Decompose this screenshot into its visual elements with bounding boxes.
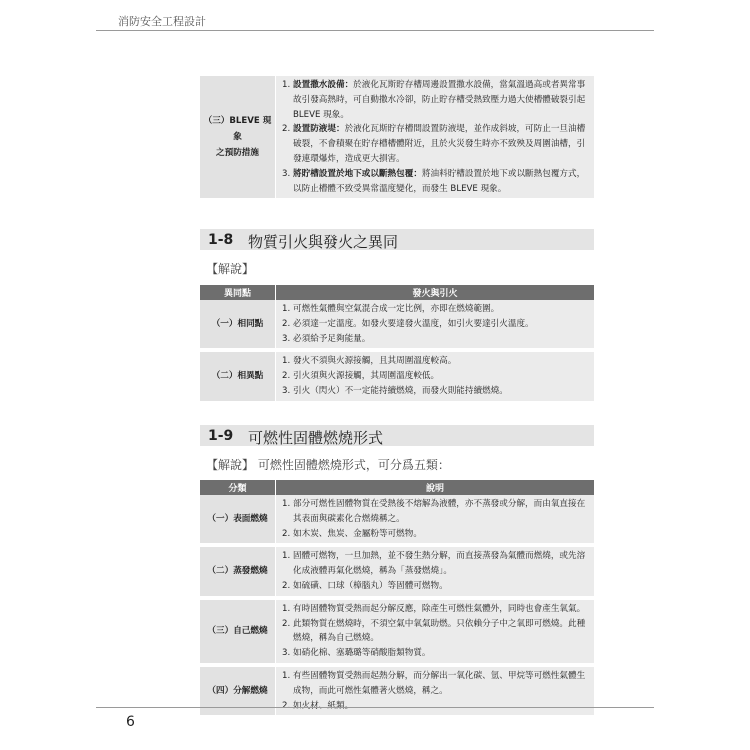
list-item: 1. 可燃性氣體與空氣混合成一定比例，亦即在燃燒範圍。 xyxy=(282,304,500,314)
list-item: 1. 部分可燃性固體物質在受熱後不熔解為液體，亦不蒸發或分解，而由氧直接在其表面與碳素化合燃燒稱之。 xyxy=(282,499,586,524)
list-item: 1. 有時固體物質受熱而起分解反應，除產生可燃性氣體外，同時也會產生氧氣。 xyxy=(282,603,586,614)
list-item: 1. 發火不須與火源接觸，且其周圍溫度較高。 xyxy=(282,356,457,367)
section-heading-1-9 xyxy=(200,425,594,446)
section-number: 1-9 xyxy=(208,428,234,444)
list-item: 3. 必須給予足夠能量。 xyxy=(282,333,371,344)
list-item: 2. 此類物質在燃燒時，不須空氣中氧氣助燃。只依賴分子中之氧即可燃燒。此種燃燒，稱為自己燃燒。 xyxy=(282,618,586,644)
row-content xyxy=(276,495,595,545)
bleve-label: （三）BLEVE 現象 之預防措施 xyxy=(200,76,276,198)
section-title: 物質引火與發火之異同 xyxy=(248,233,399,251)
row-content xyxy=(276,350,595,400)
list-item: 2. 設置防液堤：於液化瓦斯貯存槽間設置防液堤，並作成斜坡，可防止一旦油槽破裂，不會積聚在貯存槽槽體附近，且於火災發生時亦不致殃及周圍油槽，引發連環爆炸，造成更大損害。 xyxy=(282,124,586,164)
section-number: 1-8 xyxy=(208,232,234,248)
footer-rule xyxy=(96,707,654,708)
explanation-label: 【解說】 可燃性固體燃燒形式，可分爲五類： xyxy=(206,458,450,472)
classification-table xyxy=(200,480,594,715)
column-header: 異同點 xyxy=(200,285,276,300)
row-content xyxy=(276,598,595,665)
list-item: 1. 設置撒水設備：於液化瓦斯貯存槽周邊設置撒水設備，當氣溫過高或者異常事故引發高熱時，可自動撒水冷卻，防止貯存槽受熱致壓力過大使槽體破裂引起 BLEVE 現象。 xyxy=(282,80,586,120)
list-item: 3. 將貯槽設置於地下或以斷熱包覆：將油料貯槽設置於地下或以斷熱包覆方式，以防止槽體不致受異常溫度變化，而發生 BLEVE 現象。 xyxy=(282,168,586,194)
row-label: （四）分解燃燒 xyxy=(200,665,276,715)
list-item: 2. 如硫磺、口球（樟腦丸）等固體可燃物。 xyxy=(282,580,448,591)
row-content xyxy=(276,300,595,350)
list-item: 3. 引火（閃火）不一定能持續燃燒，而發火則能持續燃燒。 xyxy=(282,385,508,396)
header-rule xyxy=(96,30,654,31)
column-header: 分類 xyxy=(200,480,276,495)
row-label: （二）相異點 xyxy=(200,350,276,400)
column-header: 說明 xyxy=(276,480,595,495)
list-item: 2. 如火材、紙類。 xyxy=(282,700,354,711)
list-item: 1. 有些固體物質受熱而起熱分解，而分解出一氧化碳、氫、甲烷等可燃性氣體生成物，而此可燃性氣體著火燃燒，稱之。 xyxy=(282,670,586,696)
comparison-table xyxy=(200,285,594,401)
row-content xyxy=(276,545,595,597)
list-item: 2. 必須達一定溫度。如發火要達發火溫度，如引火要達引火溫度。 xyxy=(282,318,534,329)
bleve-content xyxy=(276,76,595,198)
bleve-table xyxy=(200,76,594,198)
list-item: 1. 固體可燃物，一旦加熱，並不發生熱分解，而直接蒸發為氣體而燃燒，或先溶化成液體再氣化燃燒，稱為「蒸發燃燒」。 xyxy=(282,551,586,577)
explanation-label: 【解說】 xyxy=(206,262,255,276)
section-heading-1-8 xyxy=(200,229,594,250)
column-header: 發火與引火 xyxy=(276,285,595,300)
list-item: 2. 如木炭、焦炭、金屬粉等可燃物。 xyxy=(282,528,422,539)
row-label: （一）相同點 xyxy=(200,300,276,350)
section-title: 可燃性固體燃燒形式 xyxy=(248,429,384,447)
row-label: （三）自己燃燒 xyxy=(200,598,276,665)
list-item: 3. 如硝化棉、塞璐璐等硝酸脂類物質。 xyxy=(282,648,431,659)
row-label: （一）表面燃燒 xyxy=(200,495,276,545)
page-number: 6 xyxy=(126,714,135,730)
row-label: （二）蒸發燃燒 xyxy=(200,545,276,597)
list-item: 2. 引火須與火源接觸，其周圍溫度較低。 xyxy=(282,371,440,382)
running-title: 消防安全工程設計 xyxy=(118,15,206,28)
